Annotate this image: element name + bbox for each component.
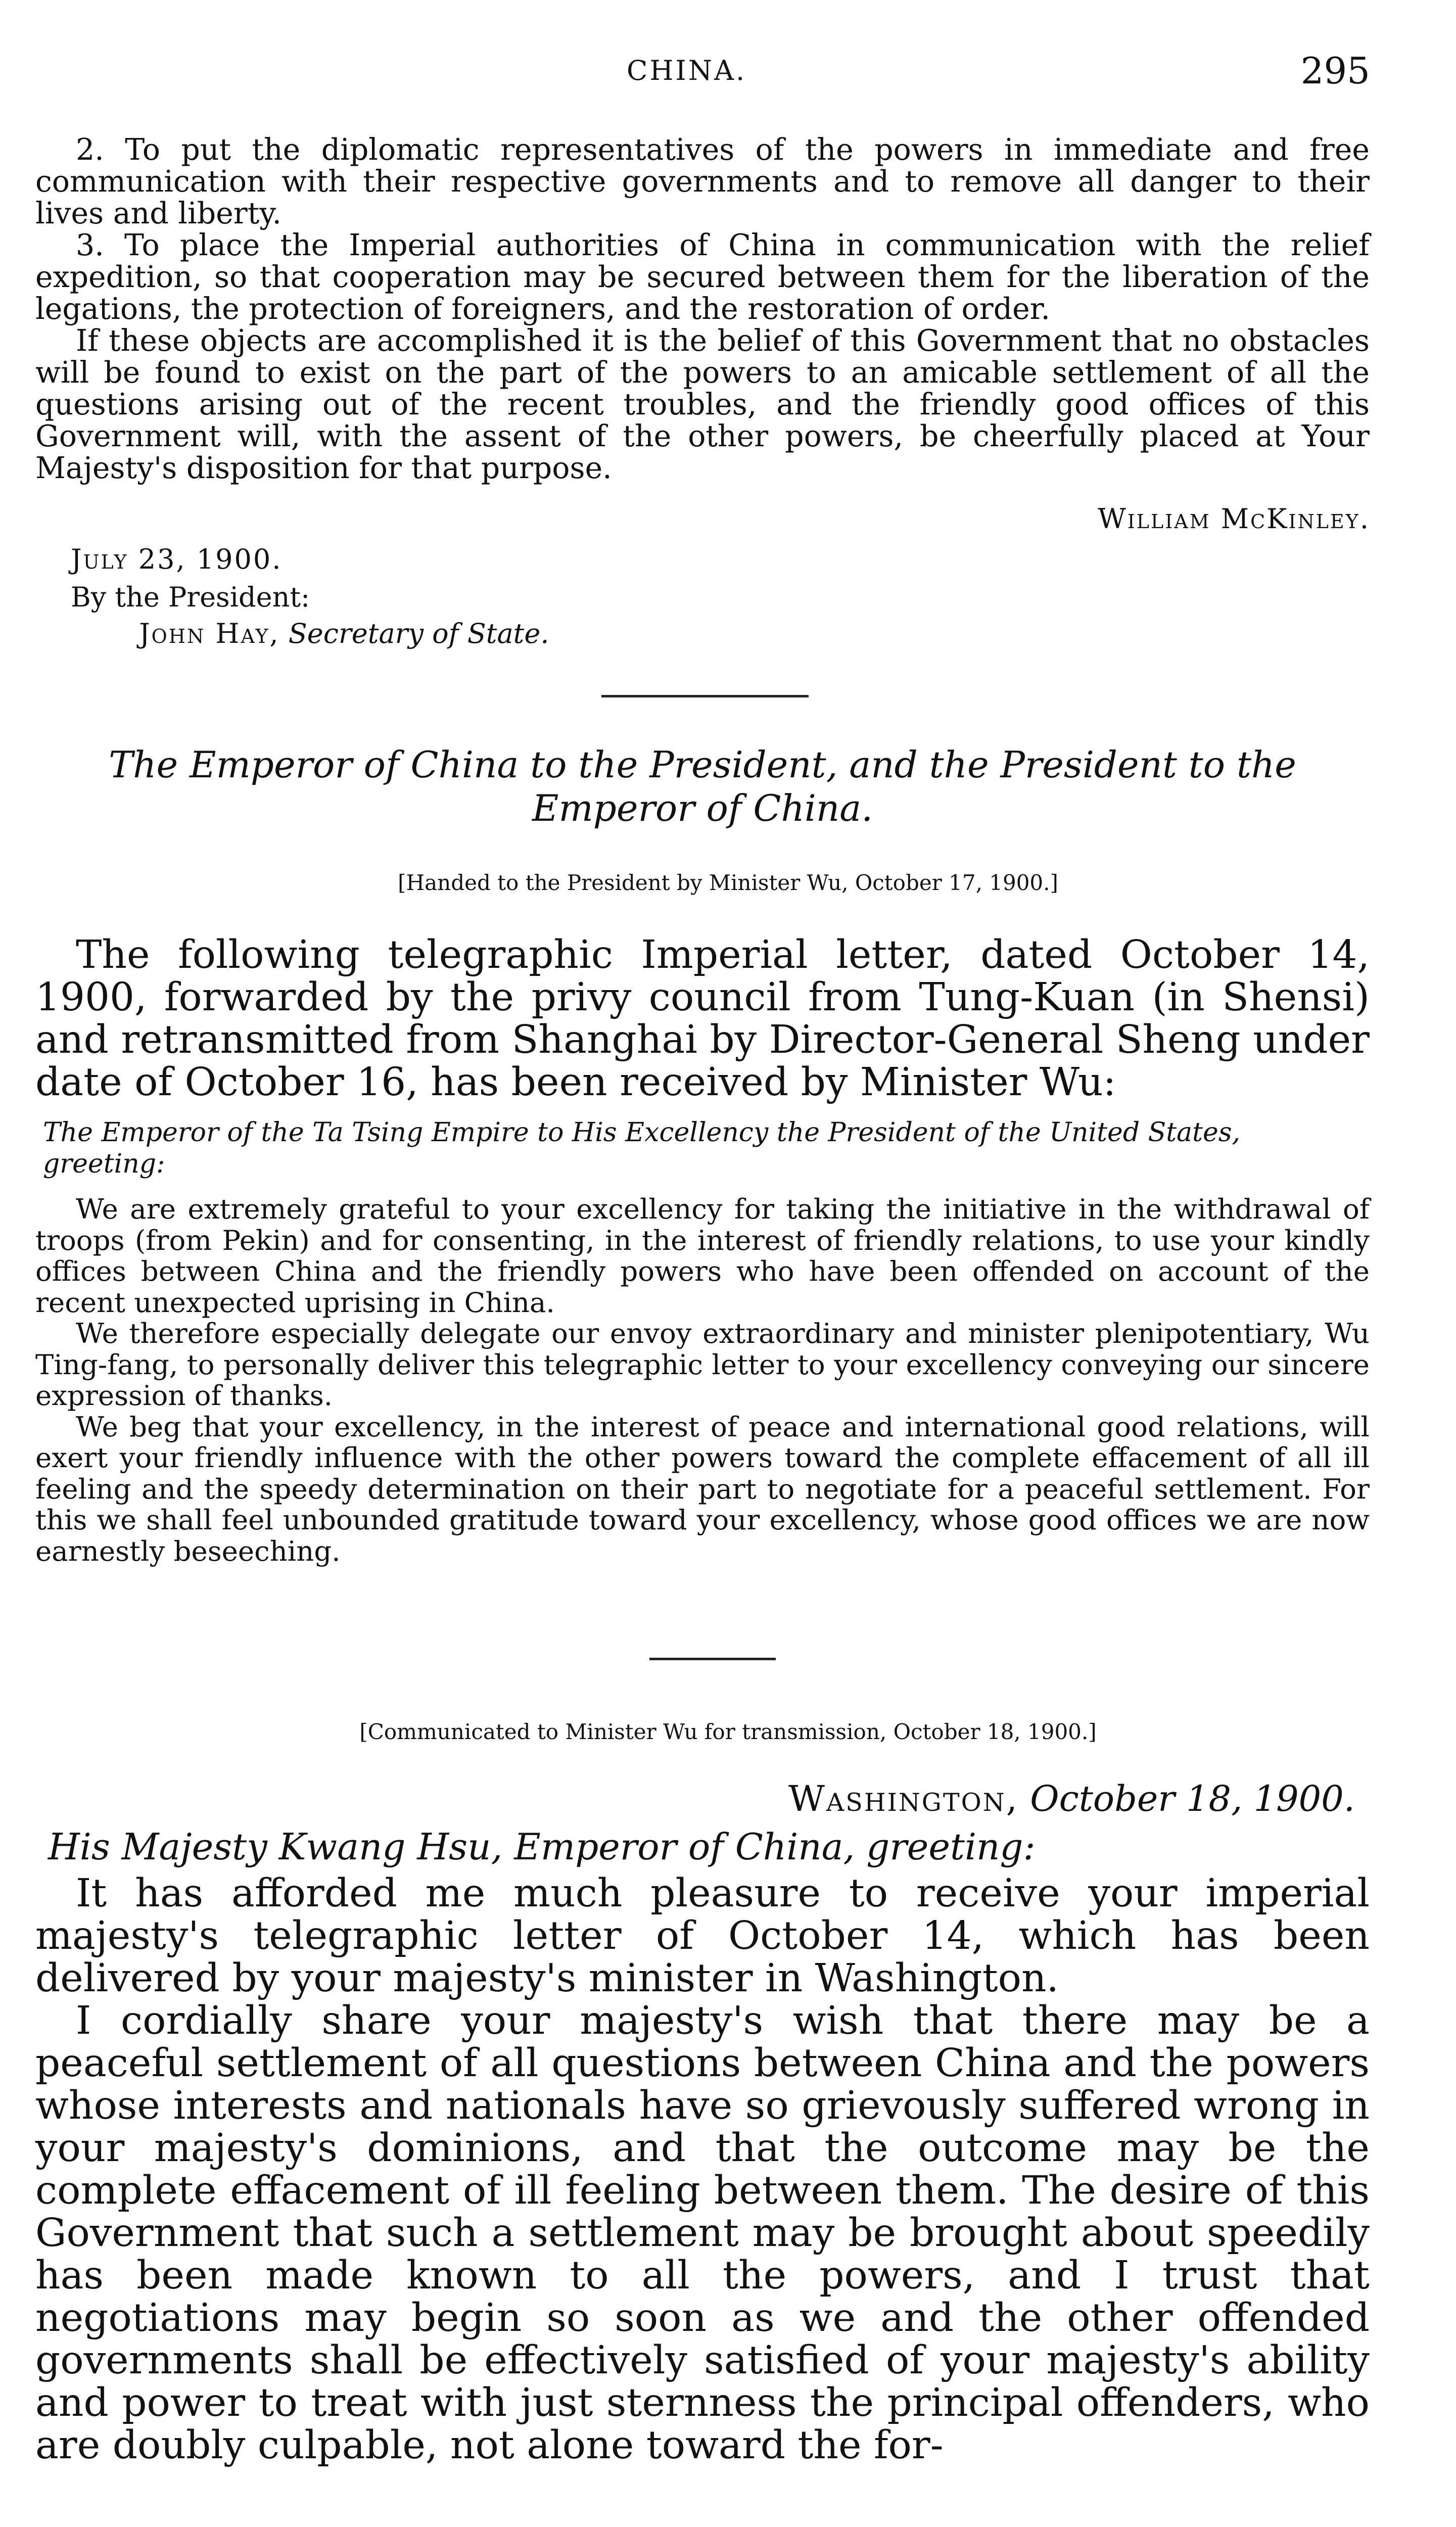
paragraph: The following telegraphic Imperial letter, dated October 14, 1900, forwarded by the privy council from Tung-Kuan (in Shensi) and retransmitted from Shanghai by Director-General Sheng under date of October 16, has been received by Minister Wu: xyxy=(35,932,1370,1105)
dateline-date: October 18, 1900. xyxy=(1030,1778,1355,1819)
countersignature xyxy=(139,618,549,649)
header-title: CHINA. xyxy=(627,55,747,86)
imperial-letter-body xyxy=(35,1194,1370,1567)
countersign-name: John Hay, xyxy=(139,618,280,649)
dateline xyxy=(788,1778,1355,1819)
signature: William McKinley. xyxy=(1098,503,1370,535)
bracket-note: [Handed to the President by Minister Wu, October 17, 1900.] xyxy=(398,870,1058,895)
reply-letter-body xyxy=(35,1873,1370,2467)
section-heading: The Emperor of China to the President, and the President to the Emperor of China. xyxy=(109,743,1296,829)
paragraph: We beg that your excellency, in the interest of peace and international good relations, will exert your friendly influence with the other powers toward the complete effacement of all ill feeling and the speedy determination on their part to negotiate for a peaceful settlement. For this we shall feel unbounded gratitude toward your excellency, whose good offices we are now earnestly beseeching. xyxy=(35,1410,1370,1567)
mckinley-letter-body xyxy=(35,134,1370,484)
intro-paragraph xyxy=(35,934,1370,1104)
paragraph: 3. To place the Imperial authorities of China in communication with the relief expedition, so that cooperation may be secured between them for the liberation of the legations, the protection of foreigners, and the restoration of order. xyxy=(35,228,1370,326)
running-header xyxy=(0,50,1456,105)
paragraph: It has afforded me much pleasure to receive your imperial majesty's telegraphic letter of October 14, which has been delivered by your majesty's minister in Washington. xyxy=(35,1871,1370,2001)
by-line: By the President: xyxy=(71,581,310,613)
page-number: 295 xyxy=(1300,50,1370,92)
letter-date: July 23, 1900. xyxy=(71,543,283,575)
paragraph: I cordially share your majesty's wish that there may be a peaceful settlement of all questions between China and the powers whose interests and nationals have so grievously suffered wrong in your majesty's dominions, and that the outcome may be the complete effacement of ill feeling between them. The desire of this Government that such a settlement may be brought about speedily has been made known to all the powers, and I trust that negotiations may begin so soon as we and the other offended governments shall be effectively satisfied of your majesty's ability and power to treat with just sternness the principal offenders, who are doubly culpable, not alone toward the for- xyxy=(35,1998,1370,2468)
paragraph: If these objects are accomplished it is the belief of this Government that no obstacles will be found to exist on the part of the powers to an amicable settlement of all the questions arising out of the recent troubles, and the friendly good offices of this Government will, with the assent of the other powers, be cheerfully placed at Your Majesty's disposition for that purpose. xyxy=(35,323,1370,485)
paragraph: We are extremely grateful to your excellency for taking the initiative in the withdrawal of troops (from Pekin) and for consenting, in the interest of friendly relations, to use your kindly offices between China and the friendly powers who have been offended on account of the recent unexpected uprising in China. xyxy=(35,1193,1370,1319)
section-divider xyxy=(601,695,809,697)
paragraph: We therefore especially delegate our envoy extraordinary and minister plenipotentiary, Wu Ting-fang, to personally deliver this telegraphic letter to your excellency conveying our sincere expression of thanks. xyxy=(35,1317,1370,1412)
bracket-note: [Communicated to Minister Wu for transmission, October 18, 1900.] xyxy=(359,1719,1097,1744)
dateline-place: Washington, xyxy=(788,1778,1019,1819)
section-divider xyxy=(649,1658,776,1660)
imperial-salutation: The Emperor of the Ta Tsing Empire to His Excellency the President of the United States, greeting: xyxy=(43,1117,1241,1179)
paragraph: 2. To put the diplomatic representatives of the powers in immediate and free communication with their respective governments and to remove all danger to their lives and liberty. xyxy=(35,132,1370,230)
presidential-salutation: His Majesty Kwang Hsu, Emperor of China, greeting: xyxy=(48,1826,1036,1868)
countersign-title: Secretary of State. xyxy=(288,618,549,649)
